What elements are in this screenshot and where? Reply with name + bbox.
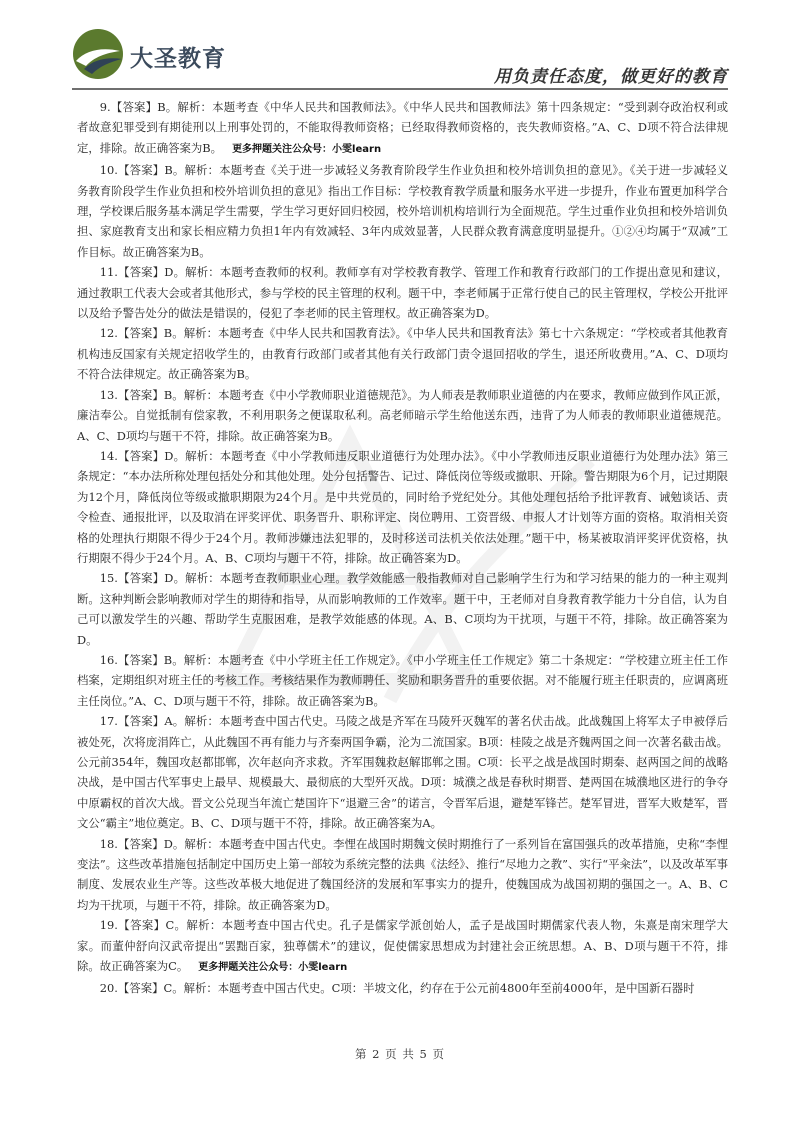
answer-item [77,97,728,160]
answer-item [77,978,728,998]
answer-text: 18.【答案】D。解析：本题考查中国古代史。李悝在战国时期魏文侯时期推行了一系列旨在富国强兵的改革措施，史称“李悝变法”。这些改革措施包括制定中国历史上第一部较为系统完整的法典《法经》、推行“尽地力之教”、实行“平籴法”，以及改革军事制度、发展农业生产等。这些改革极大地促进了魏国经济的发展和军事实力的提升，使魏国成为战国初期的强国之一。A、B、C均为干扰项，与题干不符，排除。故正确答案为D。 [77,836,728,912]
answer-text: 20.【答案】C。解析：本题考查中国古代史。C项：半坡文化，约存在于公元前4800年至前4000年，是中国新石器时 [99,981,695,996]
answer-text: 11.【答案】D。解析：本题考查教师的权利。教师享有对学校教育教学、管理工作和教育行政部门的工作提出意见和建议，通过教职工代表大会或者其他形式，参与学校的民主管理的权利。题干中，李老师属于正常行使自己的民主管理权，学校公开批评以及给予警告处分的做法是错误的，侵犯了李老师的民主管理权。故正确答案为D。 [77,265,728,321]
header-slogan: 用负责任态度，做更好的教育 [494,67,728,87]
answer-item [77,385,728,446]
answer-item [77,262,728,323]
page-header [0,0,800,92]
answer-text: 16.【答案】B。解析：本题考查《中小学班主任工作规定》。《中小学班主任工作规定》第二十条规定：“学校建立班主任工作档案，定期组织对班主任的考核工作。考核结果作为教师聘任、奖励和职务晋升的重要依据。对不能履行班主任职责的，应调离班主任岗位。”A、C、D项与题干不符，排除。故正确答案为B。 [77,652,728,708]
promo-note: 更多押题关注公众号：小雯learn [198,962,348,974]
header-divider [72,88,728,90]
answer-text: 14.【答案】D。解析：本题考查《中小学教师违反职业道德行为处理办法》。《中小学教师违反职业道德行为处理办法》第三条规定：“本办法所称处理包括处分和其他处理。处分包括警告、记过、降低岗位等级或撤职、开除。警告期限为6个月，记过期限为12个月，降低岗位等级或撤职期限为24个月。是中共党员的，同时给予党纪处分。其他处理包括给予批评教育、诫勉谈话、责令检查、通报批评，以及取消在评奖评优、职务晋升、职称评定、岗位聘用、工资晋级、申报人才计划等方面的资格。取消相关资格的处理执行期限不得少于24个月。教师涉嫌违法犯罪的，及时移送司法机关依法处理。”题干中，杨某被取消评奖评优资格，执行期限不得少于24个月。A、B、C项均与题干不符，排除。故正确答案为D。 [77,448,728,565]
answer-explanations [77,97,728,999]
promo-note: 更多押题关注公众号：小雯learn [232,143,382,155]
brand-logo-icon [72,28,124,80]
answer-text: 15.【答案】D。解析：本题考查教师职业心理。教学效能感一般指教师对自己影响学生行为和学习结果的能力的一种主观判断。这种判断会影响教师对学生的期待和指导，从而影响教师的工作效率。题干中，王老师对自身教育教学能力十分自信，认为自己可以激发学生的兴趣、帮助学生克服困难，是教学效能感的体现。A、B、C项均为干扰项，与题干不符，排除。故正确答案为D。 [77,571,728,647]
answer-text: 10.【答案】B。解析：本题考查《关于进一步减轻义务教育阶段学生作业负担和校外培训负担的意见》。《关于进一步减轻义务教育阶段学生作业负担和校外培训负担的意见》指出工作目标：学校教育教学质量和服务水平进一步提升，作业布置更加科学合理，学校课后服务基本满足学生需要，学生学习更好回归校园，校外培训机构培训行为全面规范。学生过重作业负担和校外培训负担、家庭教育支出和家长相应精力负担1年内有效减轻、3年内成效显著，人民群众教育满意度明显提升。①②④均属于“双减”工作目标。故正确答案为B。 [77,163,728,259]
answer-text: 12.【答案】B。解析：本题考查《中华人民共和国教育法》。《中华人民共和国教育法》第七十六条规定：“学校或者其他教育机构违反国家有关规定招收学生的，由教育行政部门或者其他有关行政部门责令退回招收的学生，退还所收费用。”A、C、D项均不符合法律规定。故正确答案为B。 [77,326,728,382]
answer-text: 17.【答案】A。解析：本题考查中国古代史。马陵之战是齐军在马陵歼灭魏军的著名伏击战。此战魏国上将军太子申被俘后被处死，次将庞涓阵亡，从此魏国不再有能力与齐秦两国争霸，沦为二流国家。B项：桂陵之战是齐魏两国之间一次著名截击战。公元前354年，魏国攻赵都邯郸，次年赵向齐求救。齐军围魏救赵解邯郸之围。C项：长平之战是战国时期秦、赵两国之间的战略决战，是中国古代军事史上最早、规模最大、最彻底的大型歼灭战。D项：城濮之战是春秋时期晋、楚两国在城濮地区进行的争夺中原霸权的首次大战。晋文公兑现当年流亡楚国许下“退避三舍”的诺言，令晋军后退，避楚军锋芒。楚军冒进，晋军大败楚军，晋文公“霸主”地位奠定。B、C、D项与题干不符，排除。故正确答案为A。 [77,714,728,831]
brand-name: 大圣教育 [130,46,226,72]
answer-item [77,568,728,650]
page-number: 第 2 页 共 5 页 [355,1047,445,1061]
answer-item [77,915,728,978]
answer-text: 19.【答案】C。解析：本题考查中国古代史。孔子是儒家学派创始人，孟子是战国时期儒家代表人物，朱熹是南宋理学大家。而董仲舒向汉武帝提出“罢黜百家，独尊儒术”的建议，促使儒家思想成为封建社会正统思想。A、B、D项与题干不符，排除。故正确答案为C。 [77,918,728,974]
answer-item [77,711,728,833]
answer-item [77,446,728,568]
answer-item [77,834,728,916]
answer-item [77,160,728,262]
answer-text: 13.【答案】B。解析：本题考查《中小学教师职业道德规范》。为人师表是教师职业道德的内在要求，教师应做到作风正派，廉洁奉公。自觉抵制有偿家教，不利用职务之便谋取私利。高老师暗示学生给他送东西，违背了为人师表的教师职业道德规范。A、C、D项均与题干不符，排除。故正确答案为B。 [77,387,728,443]
answer-item [77,323,728,384]
answer-text: 9.【答案】B。解析：本题考查《中华人民共和国教师法》。《中华人民共和国教师法》第十四条规定：“受到剥夺政治权利或者故意犯罪受到有期徒刑以上刑事处罚的，不能取得教师资格；已经取得教师资格的，丧失教师资格。”A、C、D项不符合法律规定，排除。故正确答案为B。 [77,100,728,155]
answer-item [77,650,728,711]
